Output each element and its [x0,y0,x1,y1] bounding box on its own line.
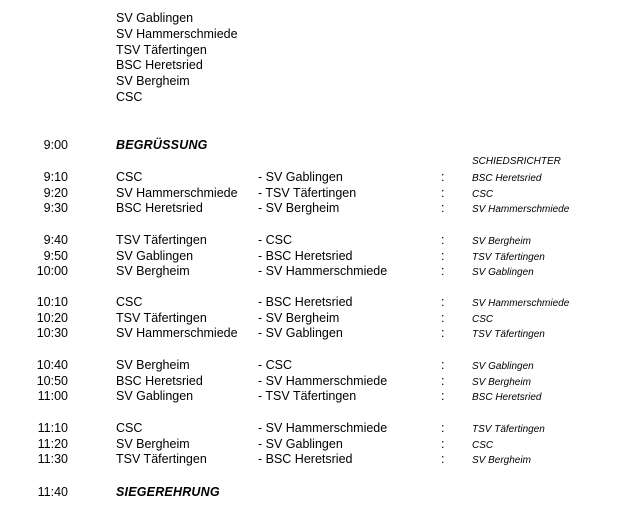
match-time: 10:20 [36,310,68,325]
match-separator: : [441,326,445,340]
match-separator: : [441,436,445,451]
match-referee: SV Gablingen [472,267,534,278]
match-away-team: - SV Gablingen [258,326,343,340]
match-referee: TSV Täfertingen [472,424,545,435]
referee-header: SCHIEDSRICHTER [472,156,561,167]
match-time: 9:20 [43,185,68,200]
match-referee: CSC [472,313,494,325]
match-time: 10:50 [36,373,68,388]
match-away-team: - SV Gablingen [258,170,343,184]
match-separator: : [441,248,445,263]
match-time: 11:30 [37,452,68,466]
team-list-item: SV Bergheim [116,74,190,89]
match-away-team: - CSC [258,358,293,372]
team-list [116,11,238,106]
match-separator: : [441,264,445,278]
match-time: 10:10 [36,295,68,309]
closing-event [0,484,644,500]
team-list-item: BSC Heretsried [116,58,203,73]
match-separator: : [441,421,445,435]
match-time: 9:40 [43,233,68,247]
closing-label: SIEGEREHRUNG [116,485,220,499]
match-away-team: - SV Bergheim [258,310,340,325]
match-row [0,311,644,327]
match-time: 10:00 [36,264,68,278]
match-referee: CSC [472,439,494,451]
closing-time: 11:40 [37,485,68,499]
match-separator: : [441,170,445,184]
match-referee: CSC [472,188,494,200]
match-home-team: BSC Heretsried [116,373,203,388]
match-row [0,186,644,202]
match-referee: TSV Täfertingen [472,329,545,340]
match-separator: : [441,295,445,309]
match-referee: SV Bergheim [472,236,531,247]
match-home-team: CSC [116,170,143,184]
match-row [0,295,644,311]
match-row [0,264,644,280]
match-away-team: - SV Hammerschmiede [258,421,388,435]
match-time: 9:10 [43,170,68,184]
opening-time: 9:00 [43,138,68,152]
match-row [0,201,644,217]
match-time: 9:50 [43,248,68,263]
match-home-team: SV Bergheim [116,264,190,278]
match-away-team: - BSC Heretsried [258,452,353,466]
match-row [0,389,644,405]
match-separator: : [441,373,445,388]
match-separator: : [441,201,445,215]
match-referee: SV Bergheim [472,376,531,388]
match-time: 10:30 [36,326,68,340]
match-home-team: SV Hammerschmiede [116,185,238,200]
match-row [0,437,644,453]
match-row [0,326,644,342]
match-separator: : [441,452,445,466]
match-home-team: BSC Heretsried [116,201,203,215]
match-time: 10:40 [36,358,68,372]
match-away-team: - SV Hammerschmiede [258,373,388,388]
match-referee: SV Hammerschmiede [472,204,570,215]
match-away-team: - CSC [258,233,293,247]
match-time: 9:30 [43,201,68,215]
team-list-item: SV Gablingen [116,11,194,25]
match-home-team: SV Bergheim [116,358,190,372]
match-separator: : [441,233,445,247]
match-referee: BSC Heretsried [472,173,542,184]
match-home-team: TSV Täfertingen [116,310,207,325]
match-referee: TSV Täfertingen [472,251,545,263]
match-time: 11:00 [37,389,68,403]
match-away-team: - SV Bergheim [258,201,340,215]
match-row [0,374,644,390]
match-referee: SV Hammerschmiede [472,298,570,309]
match-row [0,421,644,437]
match-home-team: SV Gablingen [116,248,194,263]
match-home-team: TSV Täfertingen [116,233,207,247]
match-away-team: - BSC Heretsried [258,295,353,309]
match-referee: SV Bergheim [472,455,531,466]
match-separator: : [441,185,445,200]
team-list-item: SV Hammerschmiede [116,26,238,41]
match-home-team: TSV Täfertingen [116,452,207,466]
match-home-team: SV Gablingen [116,389,194,403]
match-separator: : [441,310,445,325]
match-row [0,249,644,265]
match-home-team: SV Bergheim [116,436,190,451]
team-list-item: TSV Täfertingen [116,42,207,57]
match-home-team: CSC [116,295,143,309]
opening-label: BEGRÜSSUNG [116,138,208,152]
match-away-team: - TSV Täfertingen [258,389,357,403]
match-separator: : [441,358,445,372]
match-time: 11:10 [37,421,68,435]
team-list-item: CSC [116,89,143,104]
match-away-team: - SV Hammerschmiede [258,264,388,278]
opening-event [0,137,644,153]
match-row [0,452,644,468]
match-row [0,170,644,186]
match-time: 11:20 [37,436,68,451]
match-away-team: - BSC Heretsried [258,248,353,263]
match-home-team: SV Hammerschmiede [116,326,238,340]
match-row [0,358,644,374]
match-away-team: - SV Gablingen [258,436,343,451]
match-referee: SV Gablingen [472,361,534,372]
match-separator: : [441,389,445,403]
match-row [0,233,644,249]
match-home-team: CSC [116,421,143,435]
match-away-team: - TSV Täfertingen [258,185,357,200]
match-referee: BSC Heretsried [472,392,542,403]
